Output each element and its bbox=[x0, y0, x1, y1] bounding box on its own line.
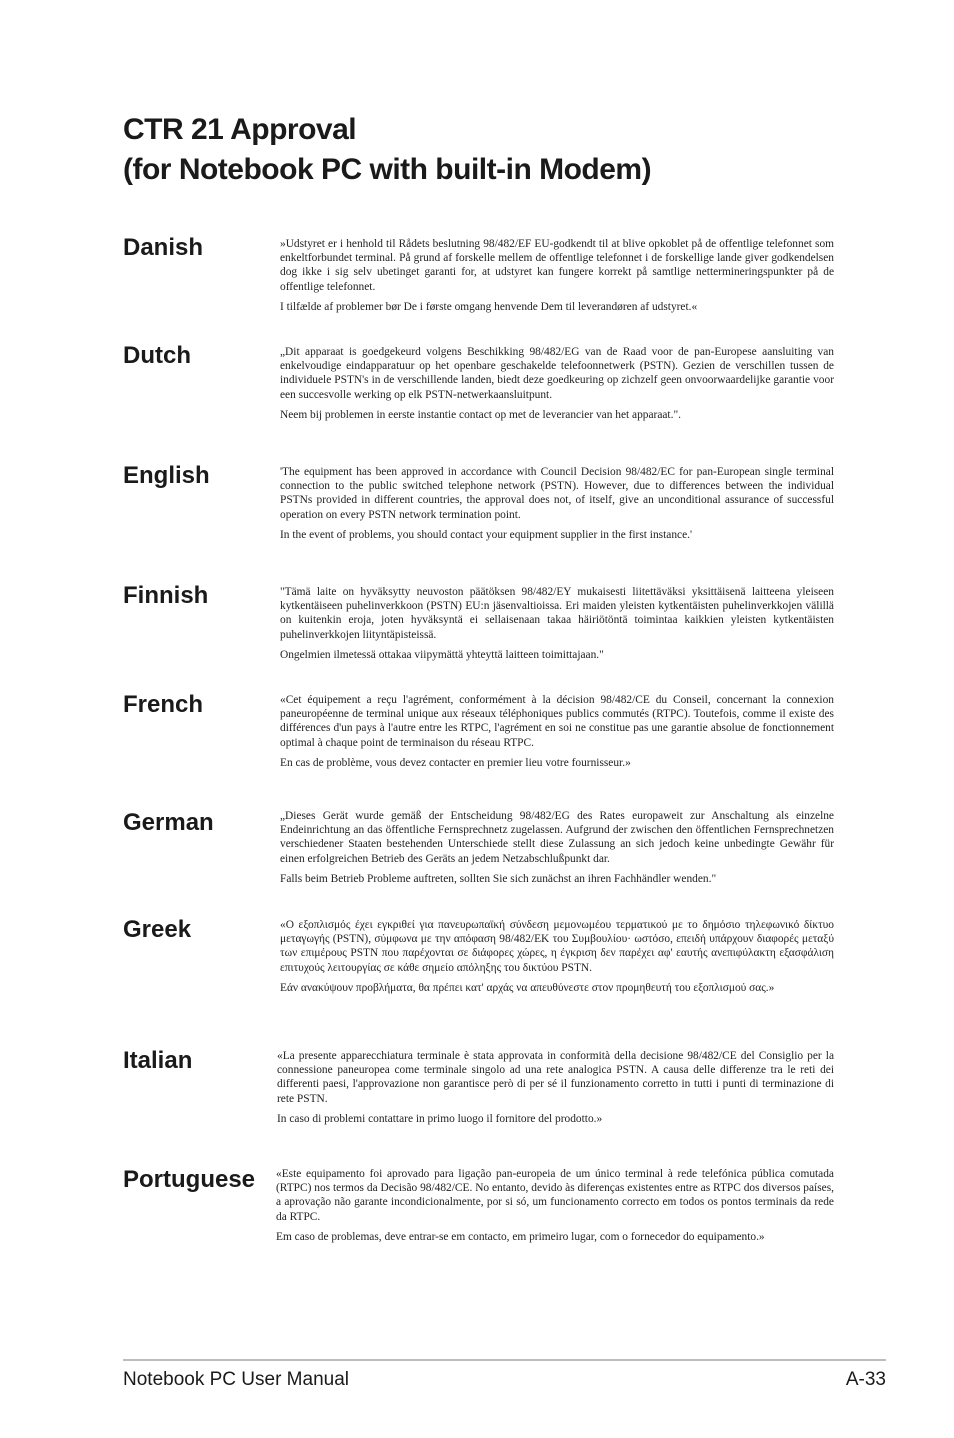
approval-statement bbox=[277, 1049, 834, 1132]
page-title-line-2: (for Notebook PC with built-in Modem) bbox=[123, 153, 652, 186]
statement-paragraph: Falls beim Betrieb Probleme auftreten, sollten Sie sich zunächst an ihren Fachhändler wenden." bbox=[280, 872, 717, 885]
statement-paragraph: «Cet équipement a reçu l'agrément, conformément à la décision 98/482/CE du Conseil, concernant la connexion paneuropéenne de terminal unique aux réseaux téléphoniques publics commutés (RTPC). Toutefois, comme il existe des différences d'un pays à l'autre entre les RTPC, l'agrément en soi ne constitue pas une garantie absolue de fonctionnement optimal à chaque point de terminaison du réseau RTPC. bbox=[280, 694, 834, 749]
statement-paragraph: En cas de problème, vous devez contacter en premier lieu votre fournisseur.» bbox=[280, 756, 631, 769]
statement-paragraph: 'The equipment has been approved in accordance with Council Decision 98/482/EC for pan-European single terminal connection to the public switched telephone network (PSTN). However, due to differences between the individual PSTNs provided in different countries, the approval does not, of itself, give an unconditional assurance of successful operation on every PSTN network termination point. bbox=[280, 466, 834, 521]
approval-statement bbox=[276, 1167, 834, 1250]
approval-statement bbox=[280, 809, 834, 892]
statement-paragraph: "Tämä laite on hyväksytty neuvoston päätöksen 98/482/EY mukaisesti liitettäväksi yksittäisenä laitteena yleiseen kytkentäiseen puhelinverkkoon (PSTN) EU:n jäsenvaltioissa. Eri maiden yleisten kytkentäisten puhelinverkkojen välillä on kuitenkin eroja, joten hyväksyntä ei sellaisenaan takaa häiriötöntä toimintaa kaikkien yleisten kytkentäisten puhelinverkkojen liityntäpisteissä. bbox=[280, 586, 834, 641]
language-heading: Greek bbox=[123, 916, 192, 943]
language-heading: Danish bbox=[123, 234, 204, 261]
language-heading: Italian bbox=[123, 1047, 193, 1074]
statement-paragraph: „Dit apparaat is goedgekeurd volgens Beschikking 98/482/EG van de Raad voor de pan-Europese aansluiting van enkelvoudige eindapparatuur op het openbare geschakelde telefoonnetwerk (PSTN). Gezien de verschillen tussen de individuele PSTN's in de verschillende landen, biedt deze goedkeuring op zichzelf geen onvoorwaardelijke garantie voor een succesvolle werking op elk PSTN-netwerkaansluitpunt. bbox=[280, 346, 834, 401]
approval-statement bbox=[280, 237, 834, 320]
statement-paragraph: In the event of problems, you should contact your equipment supplier in the first instance.' bbox=[280, 528, 693, 541]
approval-statement bbox=[280, 585, 834, 668]
footer-divider bbox=[123, 1359, 886, 1361]
statement-paragraph: «Este equipamento foi aprovado para ligação pan-europeia de um único terminal à rede telefónica pública comutada (RTPC) nos termos da Decisão 98/482/CE. No entanto, devido às diferenças existentes entre as RTPC dos diversos países, a aprovação não garante incondicionalmente, por si só, um funcionamento correcto em todos os pontos terminais da rede da RTPC. bbox=[276, 1168, 834, 1223]
footer-page-number: A-33 bbox=[845, 1369, 886, 1390]
page-title-line-1: CTR 21 Approval bbox=[123, 113, 357, 146]
statement-paragraph: I tilfælde af problemer bør De i første omgang henvende Dem til leverandøren af udstyret.« bbox=[280, 300, 698, 313]
language-heading: Finnish bbox=[123, 582, 209, 609]
language-heading: English bbox=[123, 462, 210, 489]
approval-statement bbox=[280, 918, 834, 1001]
language-heading: Portuguese bbox=[123, 1166, 256, 1193]
page-title bbox=[123, 110, 823, 190]
statement-paragraph: Ongelmien ilmetessä ottakaa viipymättä yhteyttä laitteen toimittajaan." bbox=[280, 648, 604, 661]
statement-paragraph: «La presente apparecchiatura terminale è stata approvata in conformità della decisione 98/482/CE del Consiglio per la connessione paneuropea come terminale singolo ad una rete analogica PSTN. A causa delle differenze tra le reti dei differenti paesi, l'approvazione non garantisce però di per sé il funzionamento corretto in tutti i punti di terminazione di rete PSTN. bbox=[277, 1050, 834, 1105]
language-heading: French bbox=[123, 691, 204, 718]
approval-statement bbox=[280, 345, 834, 428]
statement-paragraph: «Ο εξοπλισμός έχει εγκριθεί για πανευρωπαϊκή σύνδεση μεμονωμέου τερματικού με το δημόσιο τηλεφωνικό δίκτυο μεταγωγής (PSTN), σύμφωνα με την απόφαση 98/482/ΕΚ του Συμβουλίου· ωστόσο, επειδή υπάρχουν διαφορές μεταξύ των επιμέρους PSTN που παρέχονται σε διάφορες χώρες, η έγκριση δεν παρέχει αφ' εαυτής ανεπιφύλακτη εξασφάλιση επιτυχούς λειτουργίας σε κάθε σημείο απόληξης του δικτύου PSTN. bbox=[280, 919, 834, 974]
approval-statement bbox=[280, 693, 834, 776]
statement-paragraph: In caso di problemi contattare in primo luogo il fornitore del prodotto.» bbox=[277, 1112, 603, 1125]
statement-paragraph: Εάν ανακύψουν προβλήματα, θα πρέπει κατ' αρχάς να απευθύνεστε στον προμηθευτή του εξοπλισμού σας.» bbox=[280, 981, 775, 994]
statement-paragraph: »Udstyret er i henhold til Rådets beslutning 98/482/EF EU-godkendt til at blive opkoblet på de offentlige telefonnet som enkeltforbundet terminal. På grund af forskelle mellem de offentlige telefonnet i de forskellige lande giver godkendelsen dog ikke i sig selv ubetinget garanti for, at udstyret kan fungere korrekt på samtlige nettermineringspunkter på de offentlige telefonnet. bbox=[280, 238, 834, 293]
language-heading: German bbox=[123, 809, 214, 836]
statement-paragraph: Em caso de problemas, deve entrar-se em contacto, em primeiro lugar, com o fornecedor do equipamento.» bbox=[276, 1230, 765, 1243]
language-heading: Dutch bbox=[123, 342, 191, 369]
statement-paragraph: Neem bij problemen in eerste instantie contact op met de leverancier van het apparaat.". bbox=[280, 408, 681, 421]
footer-manual-title: Notebook PC User Manual bbox=[123, 1369, 349, 1390]
approval-statement bbox=[280, 465, 834, 548]
statement-paragraph: „Dieses Gerät wurde gemäß der Entscheidung 98/482/EG des Rates europaweit zur Anschaltung als einzelne Endeinrichtung an das öffentliche Fernsprechnetz zugelassen. Aufgrund der zwischen den öffentlichen Fernsprechnetzen verschiedener Staaten bestehenden Unterschiede stellt diese Zulassung an sich jedoch keine unbedingte Gewähr für einen erfolgreichen Betrieb des Geräts an jedem Netzabschlußpunkt dar. bbox=[280, 810, 834, 865]
